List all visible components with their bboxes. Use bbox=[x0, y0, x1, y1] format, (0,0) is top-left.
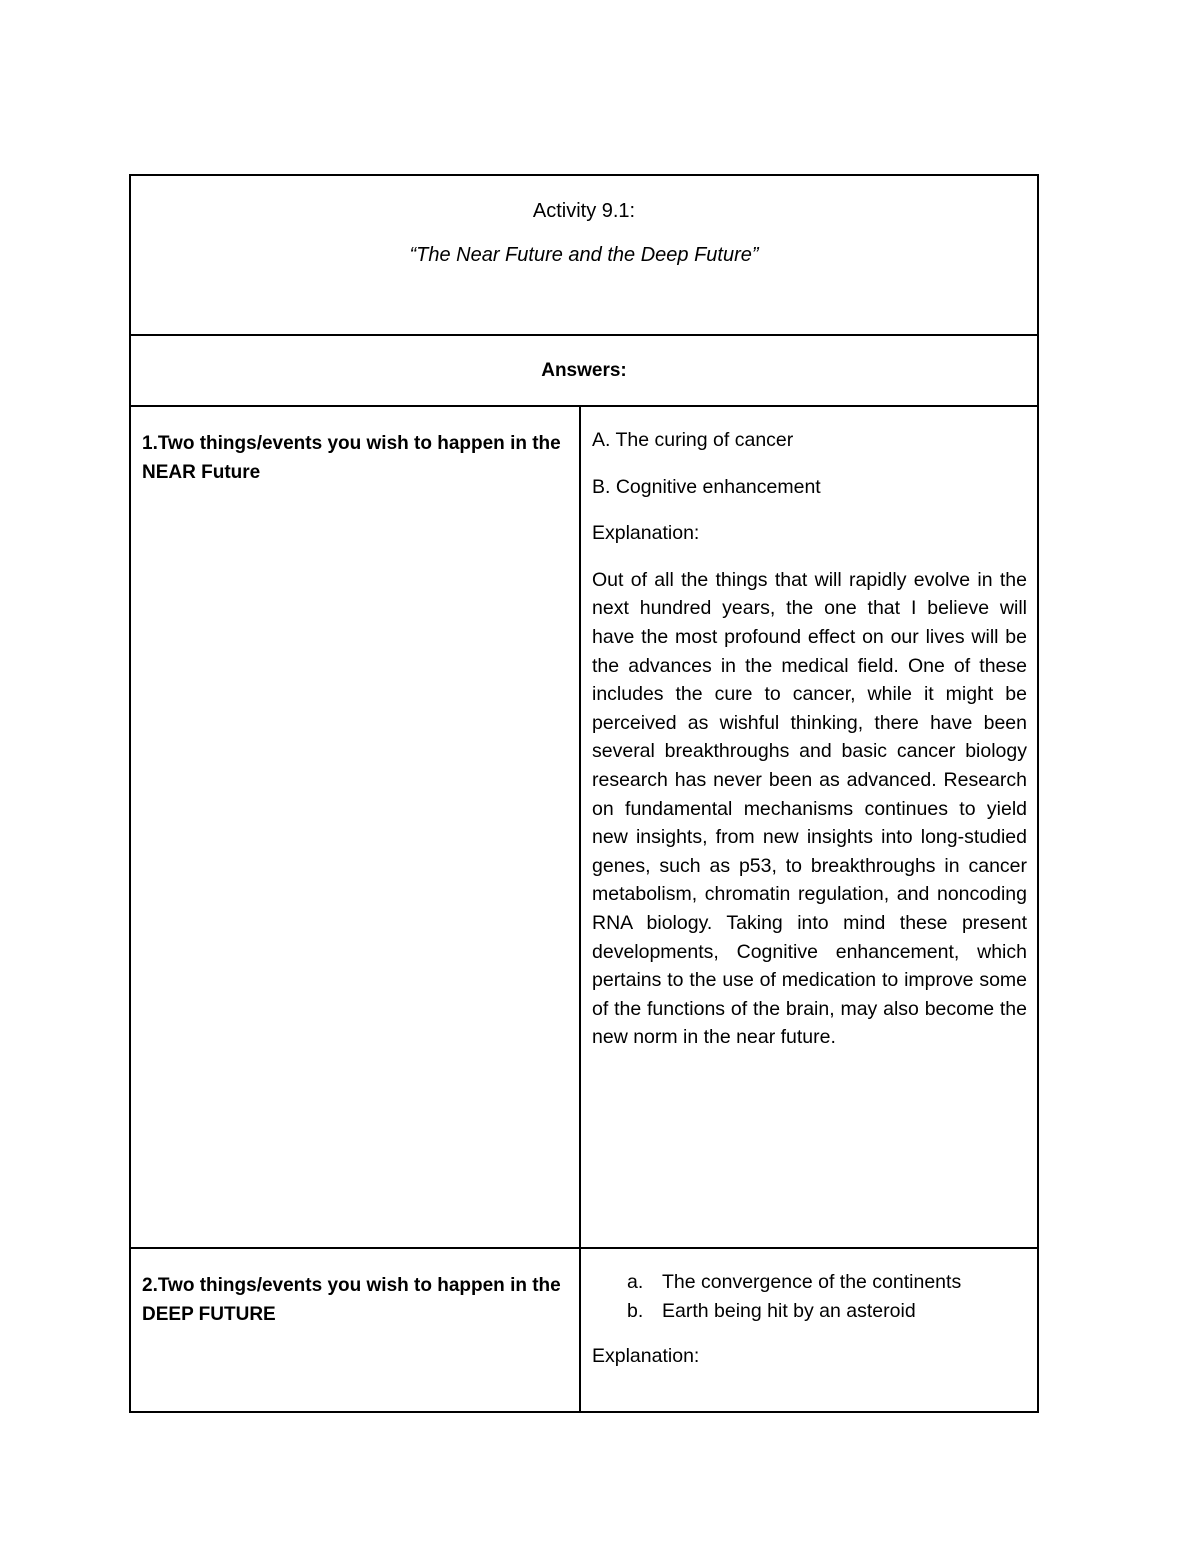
activity-title: Activity 9.1: bbox=[532, 200, 636, 222]
list-marker: a. bbox=[627, 1271, 644, 1293]
list-marker: b. bbox=[627, 1300, 644, 1322]
deep-future-question: 2.Two things/events you wish to happen in the DEEP FUTURE bbox=[131, 1249, 581, 1411]
activity-table bbox=[129, 174, 1039, 1413]
list-item bbox=[592, 1268, 1027, 1297]
near-item-b: B. Cognitive enhancement bbox=[592, 475, 821, 498]
deep-explanation-label: Explanation: bbox=[592, 1345, 700, 1367]
near-future-answer bbox=[581, 407, 1037, 1247]
near-explanation-label: Explanation: bbox=[592, 522, 700, 545]
deep-future-answer bbox=[581, 1249, 1037, 1411]
answers-heading: Answers: bbox=[541, 359, 627, 381]
deep-future-list bbox=[592, 1268, 1027, 1326]
title-cell bbox=[131, 176, 1037, 334]
list-item-text: The convergence of the continents bbox=[662, 1271, 962, 1293]
answers-row bbox=[131, 334, 1037, 405]
near-future-row bbox=[131, 405, 1037, 1247]
list-item bbox=[592, 1297, 1027, 1326]
list-item-text: Earth being hit by an asteroid bbox=[662, 1300, 916, 1322]
activity-subtitle: “The Near Future and the Deep Future” bbox=[409, 244, 759, 266]
title-row bbox=[131, 176, 1037, 334]
near-item-a: A. The curing of cancer bbox=[592, 429, 794, 451]
deep-future-row bbox=[131, 1247, 1037, 1411]
near-explanation-text: Out of all the things that will rapidly evolve in the next hundred years, the one that I believe will have the most profound effect on our lives will be the advances in the medical field. One of these includes the cure to cancer, while it might be perceived as wishful thinking, there have been several breakthroughs and basic cancer biology research has never been as advanced. Research on fundamental mechanisms continues to yield new insights, from new insights into long-studied genes, such as p53, to breakthroughs in cancer metabolism, chromatin regulation, and noncoding RNA biology. Taking into mind these present developments, Cognitive enhancement, which pertains to the use of medication to improve some of the functions of the brain, may also become the new norm in the near future. bbox=[592, 568, 1027, 1049]
near-future-question: 1.Two things/events you wish to happen in the NEAR Future bbox=[131, 407, 581, 1247]
